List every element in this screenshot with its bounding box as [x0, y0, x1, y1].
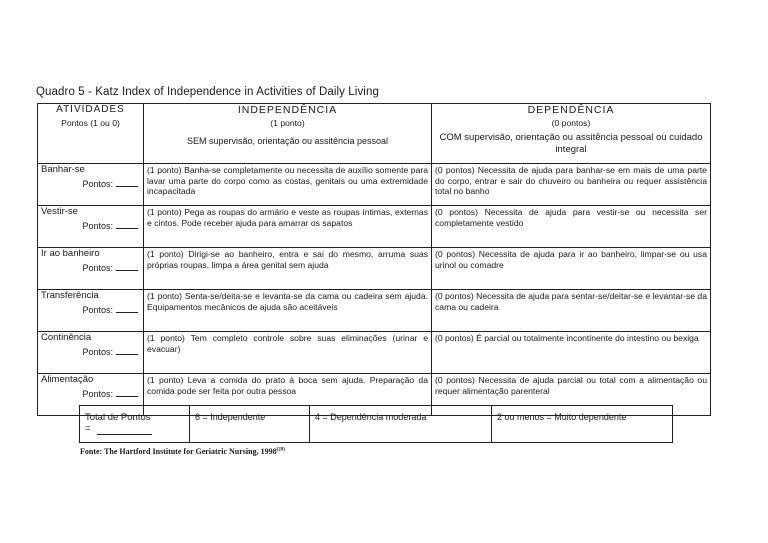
independence-cell: (1 ponto) Leva a comida do prato à boca sem ajuda. Preparação da comida pode ser feita por outra pessoa	[144, 374, 432, 416]
dependence-cell: (0 pontos) Necessita de ajuda para sentar-se/deitar-se e levantar-se da cama ou cadeira	[432, 290, 711, 332]
katz-table	[37, 103, 711, 416]
source-superscript: (28)	[276, 447, 285, 453]
points-field[interactable]: Pontos:	[41, 179, 140, 190]
points-field[interactable]: Pontos:	[41, 263, 140, 274]
dependence-cell: (0 pontos) Necessita de ajuda parcial ou total com a alimentação ou requer alimentação parenteral	[432, 374, 711, 416]
dependencia-desc: COM supervisão, orientação ou assitência pessoal ou cuidado integral	[439, 132, 703, 156]
source-text: Fonte: The Hartford Institute for Geriatric Nursing, 1998	[80, 447, 277, 456]
activity-name: Transferência	[41, 290, 99, 301]
table-row	[38, 290, 711, 332]
table-row	[38, 206, 711, 248]
independence-cell: (1 ponto) Pega as roupas do armário e veste as roupas íntimas, externas e cintos. Pode receber ajuda para amarrar os sapatos	[144, 206, 432, 248]
points-field[interactable]: Pontos:	[41, 221, 140, 232]
activity-cell	[38, 206, 144, 248]
table-row	[38, 248, 711, 290]
points-field[interactable]: Pontos:	[41, 305, 140, 316]
activity-name: Vestir-se	[41, 206, 78, 217]
dependence-cell: (0 pontos) Necessita de ajuda para ir ao banheiro, limpar-se ou usa urinol ou comadre	[432, 248, 711, 290]
activity-name: Ir ao banheiro	[41, 248, 100, 259]
independence-cell: (1 ponto) Banha-se completamente ou necessita de auxílio somente para lavar uma parte do corpo como as costas, genitais ou uma extremidade incapacitada	[144, 164, 432, 206]
activity-cell	[38, 332, 144, 374]
points-field[interactable]: Pontos:	[41, 389, 140, 400]
atividades-sub: Pontos (1 ou 0)	[61, 117, 120, 128]
atividades-label: ATIVIDADES	[56, 104, 125, 115]
score-muito: 2 ou menos = Muito dependente	[492, 406, 673, 443]
independencia-header	[144, 104, 432, 164]
independence-cell: (1 ponto) Dirigi-se ao banheiro, entra e sai do mesmo, arruma suas próprias roupas, limpa a área genital sem ajuda	[144, 248, 432, 290]
source-note	[80, 447, 285, 456]
score-moderada: 4 = Dependência moderada	[310, 406, 492, 443]
independencia-desc: SEM supervisão, orientação ou assitência pessoal	[186, 136, 389, 147]
atividades-header	[38, 104, 144, 164]
dependence-cell: (0 pontos) Necessita de ajuda para banhar-se em mais de uma parte do corpo, entrar e sair do chuveiro ou banheira ou requer assistência total no banho	[432, 164, 711, 206]
table-row	[38, 164, 711, 206]
dependence-cell: (0 pontos) É parcial ou totalmente incontinente do intestino ou bexiga	[432, 332, 711, 374]
dependence-cell: (0 pontos) Necessita de ajuda para vestir-se ou necessita ser completamente vestido	[432, 206, 711, 248]
dependencia-title: DEPENDÊNCIA	[527, 104, 615, 116]
independence-cell: (1 ponto) Senta-se/deita-se e levanta-se da cama ou cadeira sem ajuda. Equipamentos mecânicos de ajuda são aceitáveis	[144, 290, 432, 332]
score-independente: 6 = Independente	[190, 406, 310, 443]
header-row	[38, 104, 711, 164]
activity-cell	[38, 248, 144, 290]
total-points-eq: =	[85, 423, 91, 434]
score-table	[79, 405, 673, 443]
activity-name: Continência	[41, 332, 92, 343]
activity-cell	[38, 290, 144, 332]
total-points-blank[interactable]	[97, 423, 152, 435]
activity-cell	[38, 164, 144, 206]
independence-cell: (1 ponto) Tem completo controle sobre suas eliminações (urinar e evacuar)	[144, 332, 432, 374]
table-row	[38, 332, 711, 374]
table-caption: Quadro 5 - Katz Index of Independence in Activities of Daily Living	[36, 86, 379, 98]
total-points-cell[interactable]	[80, 406, 190, 443]
activity-name: Alimentação	[41, 374, 94, 385]
activity-name: Banhar-se	[41, 164, 85, 175]
dependencia-header	[432, 104, 711, 164]
total-points-label: Total de Pontos	[85, 412, 151, 423]
independencia-points: (1 ponto)	[270, 117, 305, 128]
independencia-title: INDEPENDÊNCIA	[237, 104, 338, 116]
points-field[interactable]: Pontos:	[41, 347, 140, 358]
score-row	[80, 406, 673, 443]
dependencia-points: (0 pontos)	[551, 117, 591, 128]
